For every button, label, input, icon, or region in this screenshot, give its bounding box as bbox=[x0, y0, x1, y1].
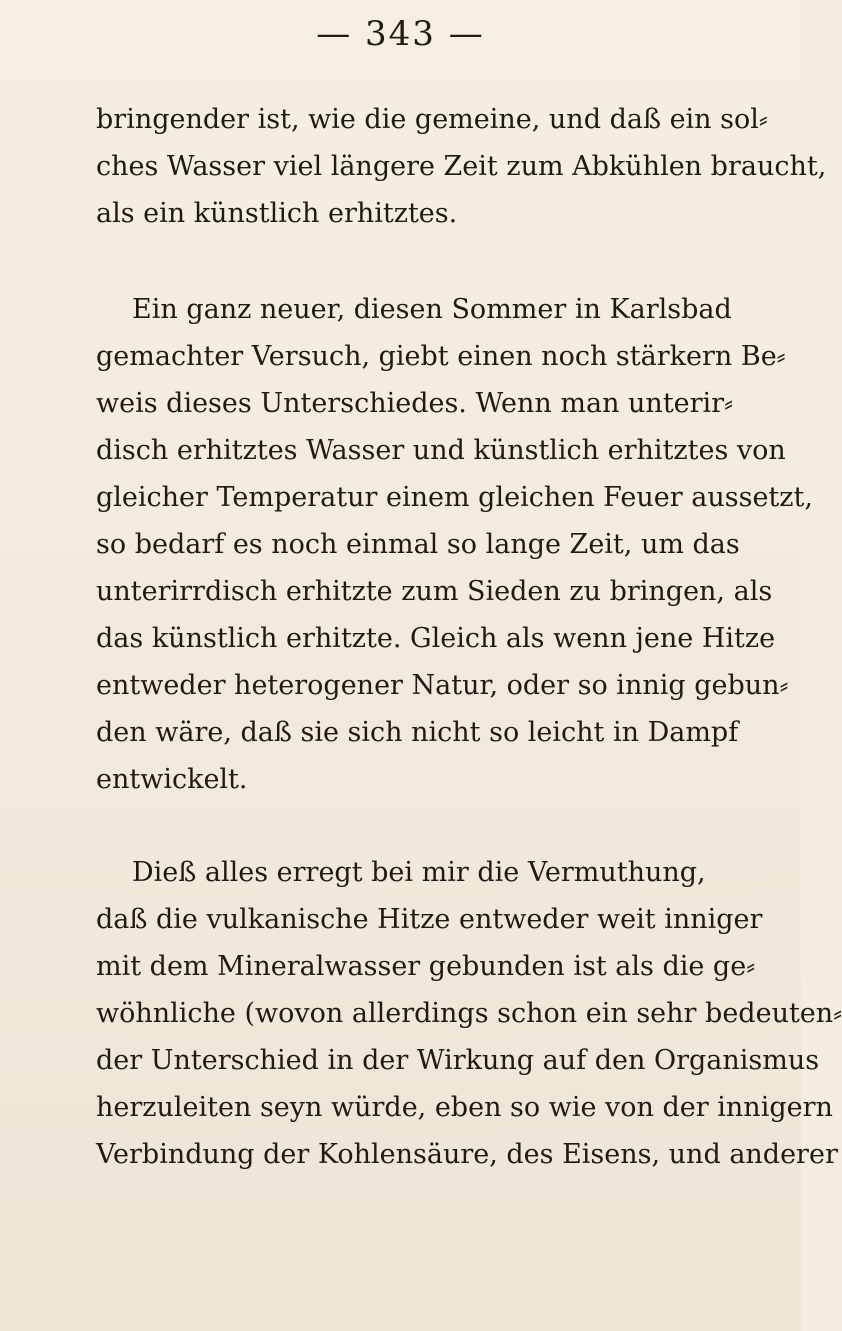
text-line: disch erhitztes Wasser und künstlich erhitztes von bbox=[96, 435, 786, 466]
text-line: daß die vulkanische Hitze entweder weit inniger bbox=[96, 904, 763, 935]
paragraph-2 bbox=[96, 286, 813, 803]
text-line: so bedarf es noch einmal so lange Zeit, um das bbox=[96, 529, 740, 560]
text-line: ches Wasser viel längere Zeit zum Abkühlen braucht, bbox=[96, 151, 827, 182]
text-line: Dieß alles erregt bei mir die Vermuthung, bbox=[132, 857, 706, 888]
text-line: Ein ganz neuer, diesen Sommer in Karlsbad bbox=[132, 294, 732, 325]
text-line: der Unterschied in der Wirkung auf den Organismus bbox=[96, 1045, 820, 1076]
page-number: — 343 — bbox=[316, 14, 485, 54]
text-line: gemachter Versuch, giebt einen noch stärkern Be⸗ bbox=[96, 341, 786, 372]
paragraph-1 bbox=[96, 96, 827, 237]
text-line: unterirrdisch erhitzte zum Sieden zu bringen, als bbox=[96, 576, 773, 607]
text-line: herzuleiten seyn würde, eben so wie von der innigern bbox=[96, 1092, 833, 1123]
text-line: den wäre, daß sie sich nicht so leicht in Dampf bbox=[96, 717, 739, 748]
text-line: mit dem Mineralwasser gebunden ist als die ge⸗ bbox=[96, 951, 756, 982]
text-line: entwickelt. bbox=[96, 764, 248, 795]
paragraph-3 bbox=[96, 849, 842, 1178]
text-line: wöhnliche (wovon allerdings schon ein sehr bedeuten⸗ bbox=[96, 998, 842, 1029]
text-line: entweder heterogener Natur, oder so innig gebun⸗ bbox=[96, 670, 789, 701]
text-line: das künstlich erhitzte. Gleich als wenn jene Hitze bbox=[96, 623, 776, 654]
text-line: als ein künstlich erhitztes. bbox=[96, 198, 458, 229]
text-line: gleicher Temperatur einem gleichen Feuer aussetzt, bbox=[96, 482, 813, 513]
text-line: bringender ist, wie die gemeine, und daß ein sol⸗ bbox=[96, 104, 768, 135]
text-line: Verbindung der Kohlensäure, des Eisens, und anderer bbox=[96, 1139, 838, 1170]
text-line: weis dieses Unterschiedes. Wenn man unterir⸗ bbox=[96, 388, 734, 419]
